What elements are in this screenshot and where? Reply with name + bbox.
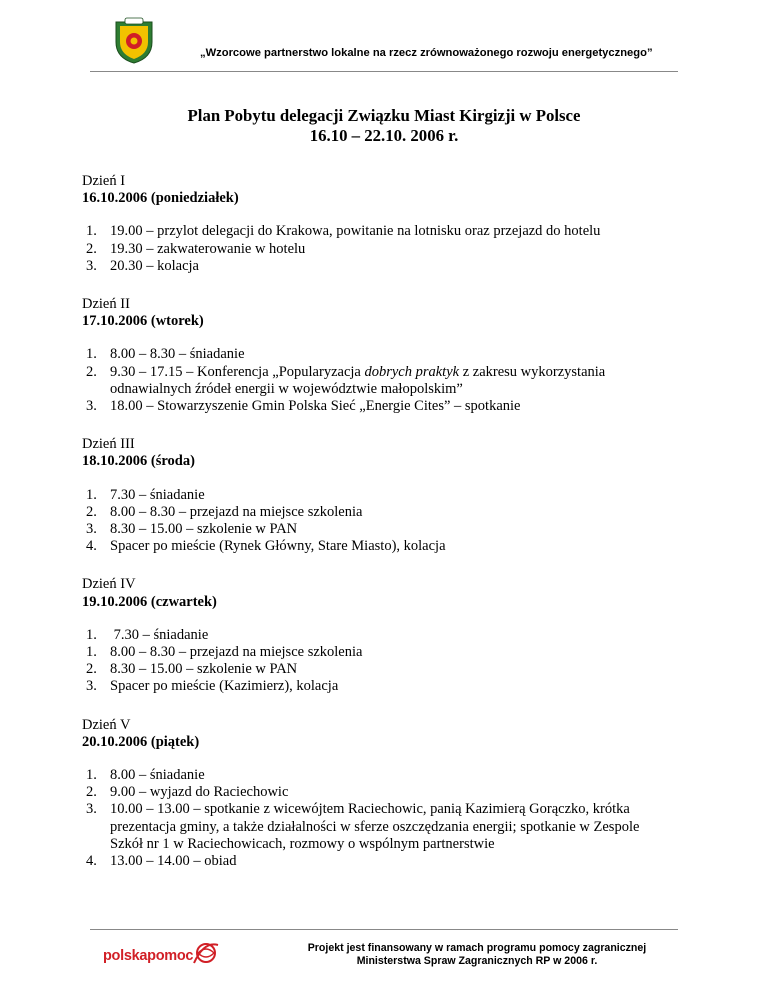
list-item bbox=[82, 487, 682, 504]
item-number: 1. bbox=[86, 486, 97, 503]
list-item bbox=[82, 521, 682, 538]
item-text: 19.00 – przylot delegacji do Krakowa, powitanie na lotnisku oraz przejazd do hotelu bbox=[110, 223, 601, 240]
day-items bbox=[82, 223, 682, 275]
item-text-emphasis: dobrych praktyk bbox=[364, 363, 460, 380]
item-text: 20.30 – kolacja bbox=[110, 257, 199, 274]
item-number: 2. bbox=[86, 661, 97, 678]
item-number: 1. bbox=[86, 223, 97, 240]
day-name: Dzień IV bbox=[82, 576, 136, 593]
header-divider bbox=[90, 71, 678, 72]
item-text-pre: 9.30 – 17.15 – Konferencja „Popularyzacja bbox=[110, 363, 365, 380]
list-item bbox=[82, 398, 682, 415]
municipal-coat-of-arms-logo bbox=[112, 16, 156, 64]
item-number: 3. bbox=[86, 801, 97, 818]
item-number: 3. bbox=[86, 521, 97, 538]
list-item bbox=[82, 538, 682, 555]
item-number: 1. bbox=[86, 644, 97, 661]
list-item bbox=[82, 853, 682, 870]
page-title-line-2: 16.10 – 22.10. 2006 r. bbox=[309, 126, 459, 145]
item-number: 3. bbox=[86, 398, 97, 415]
day-section bbox=[82, 576, 682, 695]
day-name: Dzień II bbox=[82, 296, 130, 313]
day-name: Dzień III bbox=[82, 436, 135, 453]
item-number: 3. bbox=[86, 678, 97, 695]
list-item bbox=[82, 784, 682, 801]
list-item bbox=[82, 241, 682, 258]
day-section bbox=[82, 717, 682, 871]
list-item bbox=[82, 678, 682, 695]
list-item bbox=[82, 504, 682, 521]
item-text-post: z zakresu wykorzystania odnawialnych źródeł energii w województwie małopolskim” bbox=[110, 363, 606, 397]
day-name: Dzień I bbox=[82, 173, 126, 189]
header-title: „Wzorcowe partnerstwo lokalne na rzecz zrównoważonego rozwoju energetycznego” bbox=[200, 47, 653, 59]
page-header bbox=[90, 14, 678, 72]
item-text: Spacer po mieście (Kazimierz), kolacja bbox=[110, 678, 339, 695]
list-item bbox=[82, 364, 682, 398]
page-title-line-1: Plan Pobytu delegacji Związku Miast Kirgizji w Polsce bbox=[187, 106, 581, 125]
item-text: 8.30 – 15.00 – szkolenie w PAN bbox=[110, 661, 298, 678]
footer-brand: polskapomoc bbox=[103, 948, 194, 964]
item-number: 1. bbox=[86, 346, 97, 363]
day-date: 18.10.2006 (środa) bbox=[82, 453, 195, 470]
item-number: 4. bbox=[86, 853, 97, 870]
day-section bbox=[82, 173, 682, 275]
day-date: 19.10.2006 (czwartek) bbox=[82, 593, 217, 610]
item-number: 1. bbox=[86, 626, 97, 643]
item-number: 2. bbox=[86, 240, 97, 257]
list-item bbox=[82, 258, 682, 275]
footer-divider bbox=[90, 929, 678, 930]
item-text: 7.30 – śniadanie bbox=[110, 626, 209, 643]
list-item bbox=[82, 801, 682, 853]
list-item bbox=[82, 627, 682, 644]
item-number: 2. bbox=[86, 363, 97, 380]
item-number: 1. bbox=[86, 767, 97, 784]
day-date: 17.10.2006 (wtorek) bbox=[82, 313, 204, 330]
footer-line-2: Ministerstwa Spraw Zagranicznych RP w 2006 r. bbox=[356, 955, 598, 967]
item-text: Spacer po mieście (Rynek Główny, Stare Miasto), kolacja bbox=[110, 538, 446, 555]
list-item bbox=[82, 661, 682, 678]
item-text: 8.00 – śniadanie bbox=[110, 767, 205, 784]
item-text: 13.00 – 14.00 – obiad bbox=[110, 853, 237, 870]
day-items bbox=[82, 346, 682, 415]
item-text: 19.30 – zakwaterowanie w hotelu bbox=[110, 240, 306, 257]
item-text: 8.00 – 8.30 – przejazd na miejsce szkolenia bbox=[110, 644, 363, 661]
item-text: 10.00 – 13.00 – spotkanie z wicewójtem Raciechowic, panią Kazimierą Gorączko, krótka prezentacja gminy, a także działalności w sferze oszczędzania energii; spotkanie w Zespole Szkół nr 1 w Raciechowicach, rozmowy o wspólnym partnerstwie bbox=[110, 801, 640, 852]
item-number: 4. bbox=[86, 538, 97, 555]
item-text bbox=[110, 364, 605, 397]
list-item bbox=[82, 346, 682, 363]
footer-funding-note bbox=[262, 942, 692, 968]
footer-line-1: Projekt jest finansowany w ramach programu pomocy zagranicznej bbox=[307, 942, 647, 954]
day-section bbox=[82, 436, 682, 555]
item-text: 8.30 – 15.00 – szkolenie w PAN bbox=[110, 521, 298, 538]
item-text: 8.00 – 8.30 – przejazd na miejsce szkolenia bbox=[110, 503, 363, 520]
page-title bbox=[0, 106, 768, 146]
item-text: 18.00 – Stowarzyszenie Gmin Polska Sieć „Energie Cites” – spotkanie bbox=[110, 398, 521, 415]
item-text: 7.30 – śniadanie bbox=[110, 486, 205, 503]
day-date: 16.10.2006 (poniedziałek) bbox=[82, 190, 239, 207]
item-number: 2. bbox=[86, 503, 97, 520]
day-items bbox=[82, 627, 682, 696]
item-number: 3. bbox=[86, 257, 97, 274]
day-name: Dzień V bbox=[82, 716, 131, 733]
day-section bbox=[82, 296, 682, 415]
item-text: 8.00 – 8.30 – śniadanie bbox=[110, 346, 245, 363]
list-item bbox=[82, 644, 682, 661]
schedule bbox=[82, 173, 682, 891]
day-items bbox=[82, 487, 682, 556]
list-item bbox=[82, 767, 682, 784]
day-items bbox=[82, 767, 682, 870]
item-text: 9.00 – wyjazd do Raciechowic bbox=[110, 784, 289, 801]
item-number: 2. bbox=[86, 784, 97, 801]
day-date: 20.10.2006 (piątek) bbox=[82, 733, 200, 750]
list-item bbox=[82, 223, 682, 240]
